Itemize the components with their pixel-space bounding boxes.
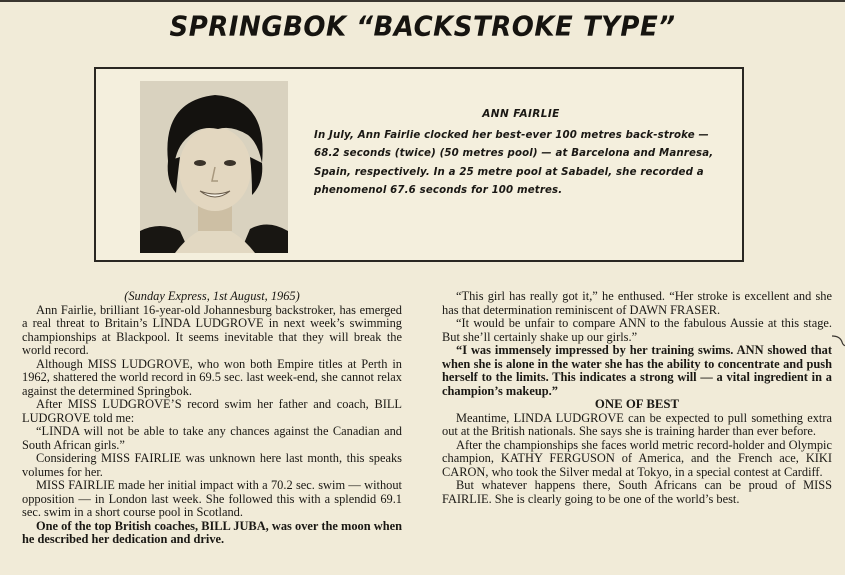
feature-box — [94, 67, 744, 262]
feature-name: ANN FAIRLIE — [482, 108, 560, 120]
article-left-column — [22, 290, 402, 547]
feature-caption: In July, Ann Fairlie clocked her best-ever 100 metres back-stroke — 68.2 seconds (twice) (50 metres pool) — at Barcelona and Manresa, Spain, respectively. In a 25 metre pool at Sabadel, she recorded a phenomenol 67.6 seconds for 100 metres. — [314, 130, 714, 196]
article-paragraph: After the championships she faces world metric record-holder and Olympic champion, KATHY FERGUSON of America, and the French ace, KIKI CARON, who took the Silver medal at Tokyo, in a special contest at Cardiff. — [442, 437, 832, 479]
article-paragraph: After MISS LUDGROVE’S record swim her father and coach, BILL LUDGROVE told me: — [22, 397, 402, 425]
portrait-illustration — [140, 81, 288, 253]
article-paragraph: MISS FAIRLIE made her initial impact with a 70.2 sec. swim — without opposition — in London last week. She followed this with a splendid 69.1 sec. swim in a short course pool in Scotland. — [22, 478, 402, 519]
article-paragraph: But whatever happens there, South Africans can be proud of MISS FAIRLIE. She is clearly going to be one of the world’s best. — [442, 478, 832, 506]
article-bold-quote: “I was immensely impressed by her training swims. ANN showed that when she is alone in the water she has the ability to concentrate and push herself to the limits. This indicates a strong will — a vital ingredient in a champion’s makeup.” — [442, 343, 832, 398]
article-paragraph: Meantime, LINDA LUDGROVE can be expected to pull something extra out at the British nationals. She says she is training harder than ever before. — [442, 410, 832, 438]
page-edge-curl — [830, 334, 845, 348]
portrait-photo — [140, 81, 288, 253]
top-rule — [0, 0, 845, 2]
article-paragraph: “LINDA will not be able to take any chances against the Canadian and South African girls.” — [22, 424, 402, 452]
article-paragraph: “This girl has really got it,” he enthused. “Her stroke is excellent and she has that determination reminiscent of DAWN FRASER. — [442, 289, 832, 317]
article-paragraph: “It would be unfair to compare ANN to the fabulous Aussie at this stage. But she’ll certainly shake up our girls.” — [442, 316, 832, 344]
article-bold-paragraph: One of the top British coaches, BILL JUBA, was over the moon when he described her dedication and drive. — [22, 518, 402, 546]
article-paragraph: Considering MISS FAIRLIE was unknown here last month, this speaks volumes for her. — [22, 451, 402, 479]
article-right-column — [442, 290, 832, 506]
article-paragraph: Ann Fairlie, brilliant 16-year-old Johannesburg backstroker, has emerged a real threat to Britain’s LINDA LUDGROVE in next week’s swimming championships at Blackpool. It seems inevitable that they will break the world record. — [22, 302, 402, 357]
page-headline: SPRINGBOK “BACKSTROKE TYPE” — [169, 11, 676, 43]
article-subhead: ONE OF BEST — [594, 397, 680, 411]
article-paragraph: Although MISS LUDGROVE, who won both Empire titles at Perth in 1962, shattered the world record in 69.5 sec. last week-end, she cannot relax against the determined Springbok. — [22, 356, 402, 398]
article-dateline: (Sunday Express, 1st August, 1965) — [124, 289, 300, 303]
